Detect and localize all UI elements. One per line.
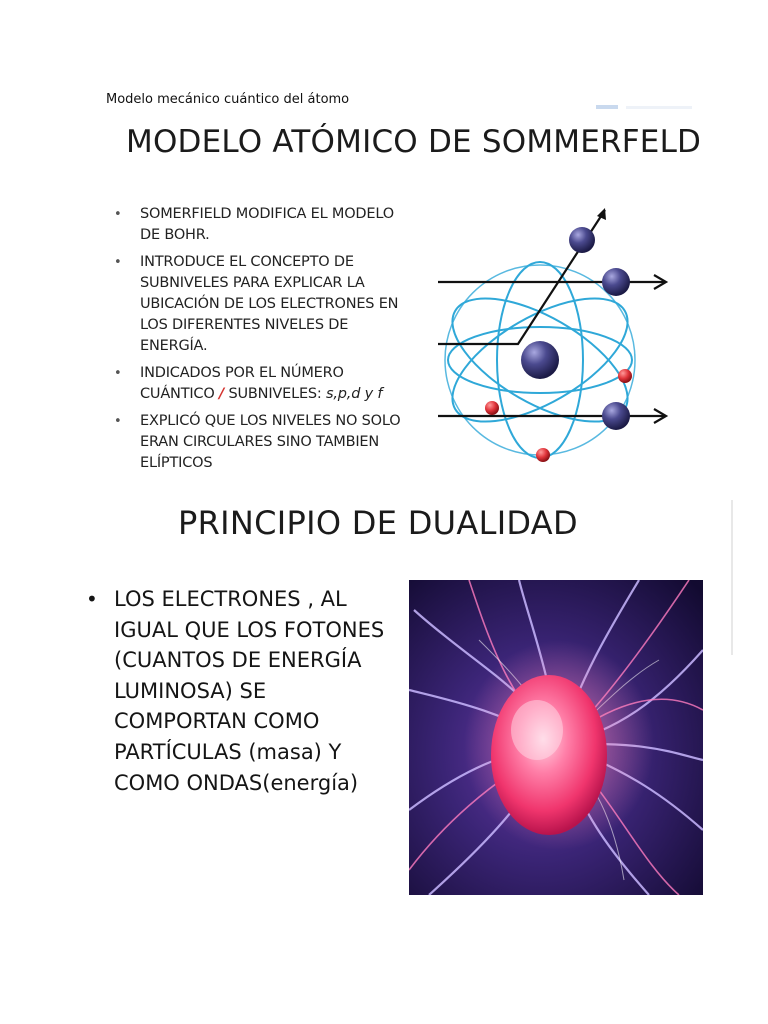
bullet-item: • INDICADOS POR EL NÚMERO CUÁNTICO / SUBNIVELES: s,p,d y f — [110, 363, 410, 405]
bullet-item: • EXPLICÓ QUE LOS NIVELES NO SOLO ERAN CIRCULARES SINO TAMBIEN ELÍPTICOS — [110, 411, 410, 474]
corner-artifact — [596, 102, 696, 112]
plasma-ball-photo — [409, 580, 703, 895]
slide2-bullet-text: LOS ELECTRONES , AL IGUAL QUE LOS FOTONES (CUANTOS DE ENERGÍA LUMINOSA) SE COMPORTAN COMO PARTÍCULAS (masa) Y COMO ONDAS(energía) — [114, 587, 385, 795]
divider — [731, 500, 733, 655]
bullet-dot: • — [86, 587, 98, 611]
slide1-bullet-list — [110, 204, 410, 480]
slide2-bullet — [82, 584, 402, 798]
bullet-item: • SOMERFIELD MODIFICA EL MODELO DE BOHR. — [110, 204, 410, 246]
slide2-heading: PRINCIPIO DE DUALIDAD — [178, 504, 578, 542]
bullet-item: • INTRODUCE EL CONCEPTO DE SUBNIVELES PARA EXPLICAR LA UBICACIÓN DE LOS ELECTRONES EN LOS DIFERENTES NIVELES DE ENERGÍA. — [110, 252, 410, 357]
slide1-heading: MODELO ATÓMICO DE SOMMERFELD — [126, 124, 702, 160]
document-title: Modelo mecánico cuántico del átomo — [106, 92, 350, 107]
sommerfeld-atom-diagram — [420, 200, 680, 470]
